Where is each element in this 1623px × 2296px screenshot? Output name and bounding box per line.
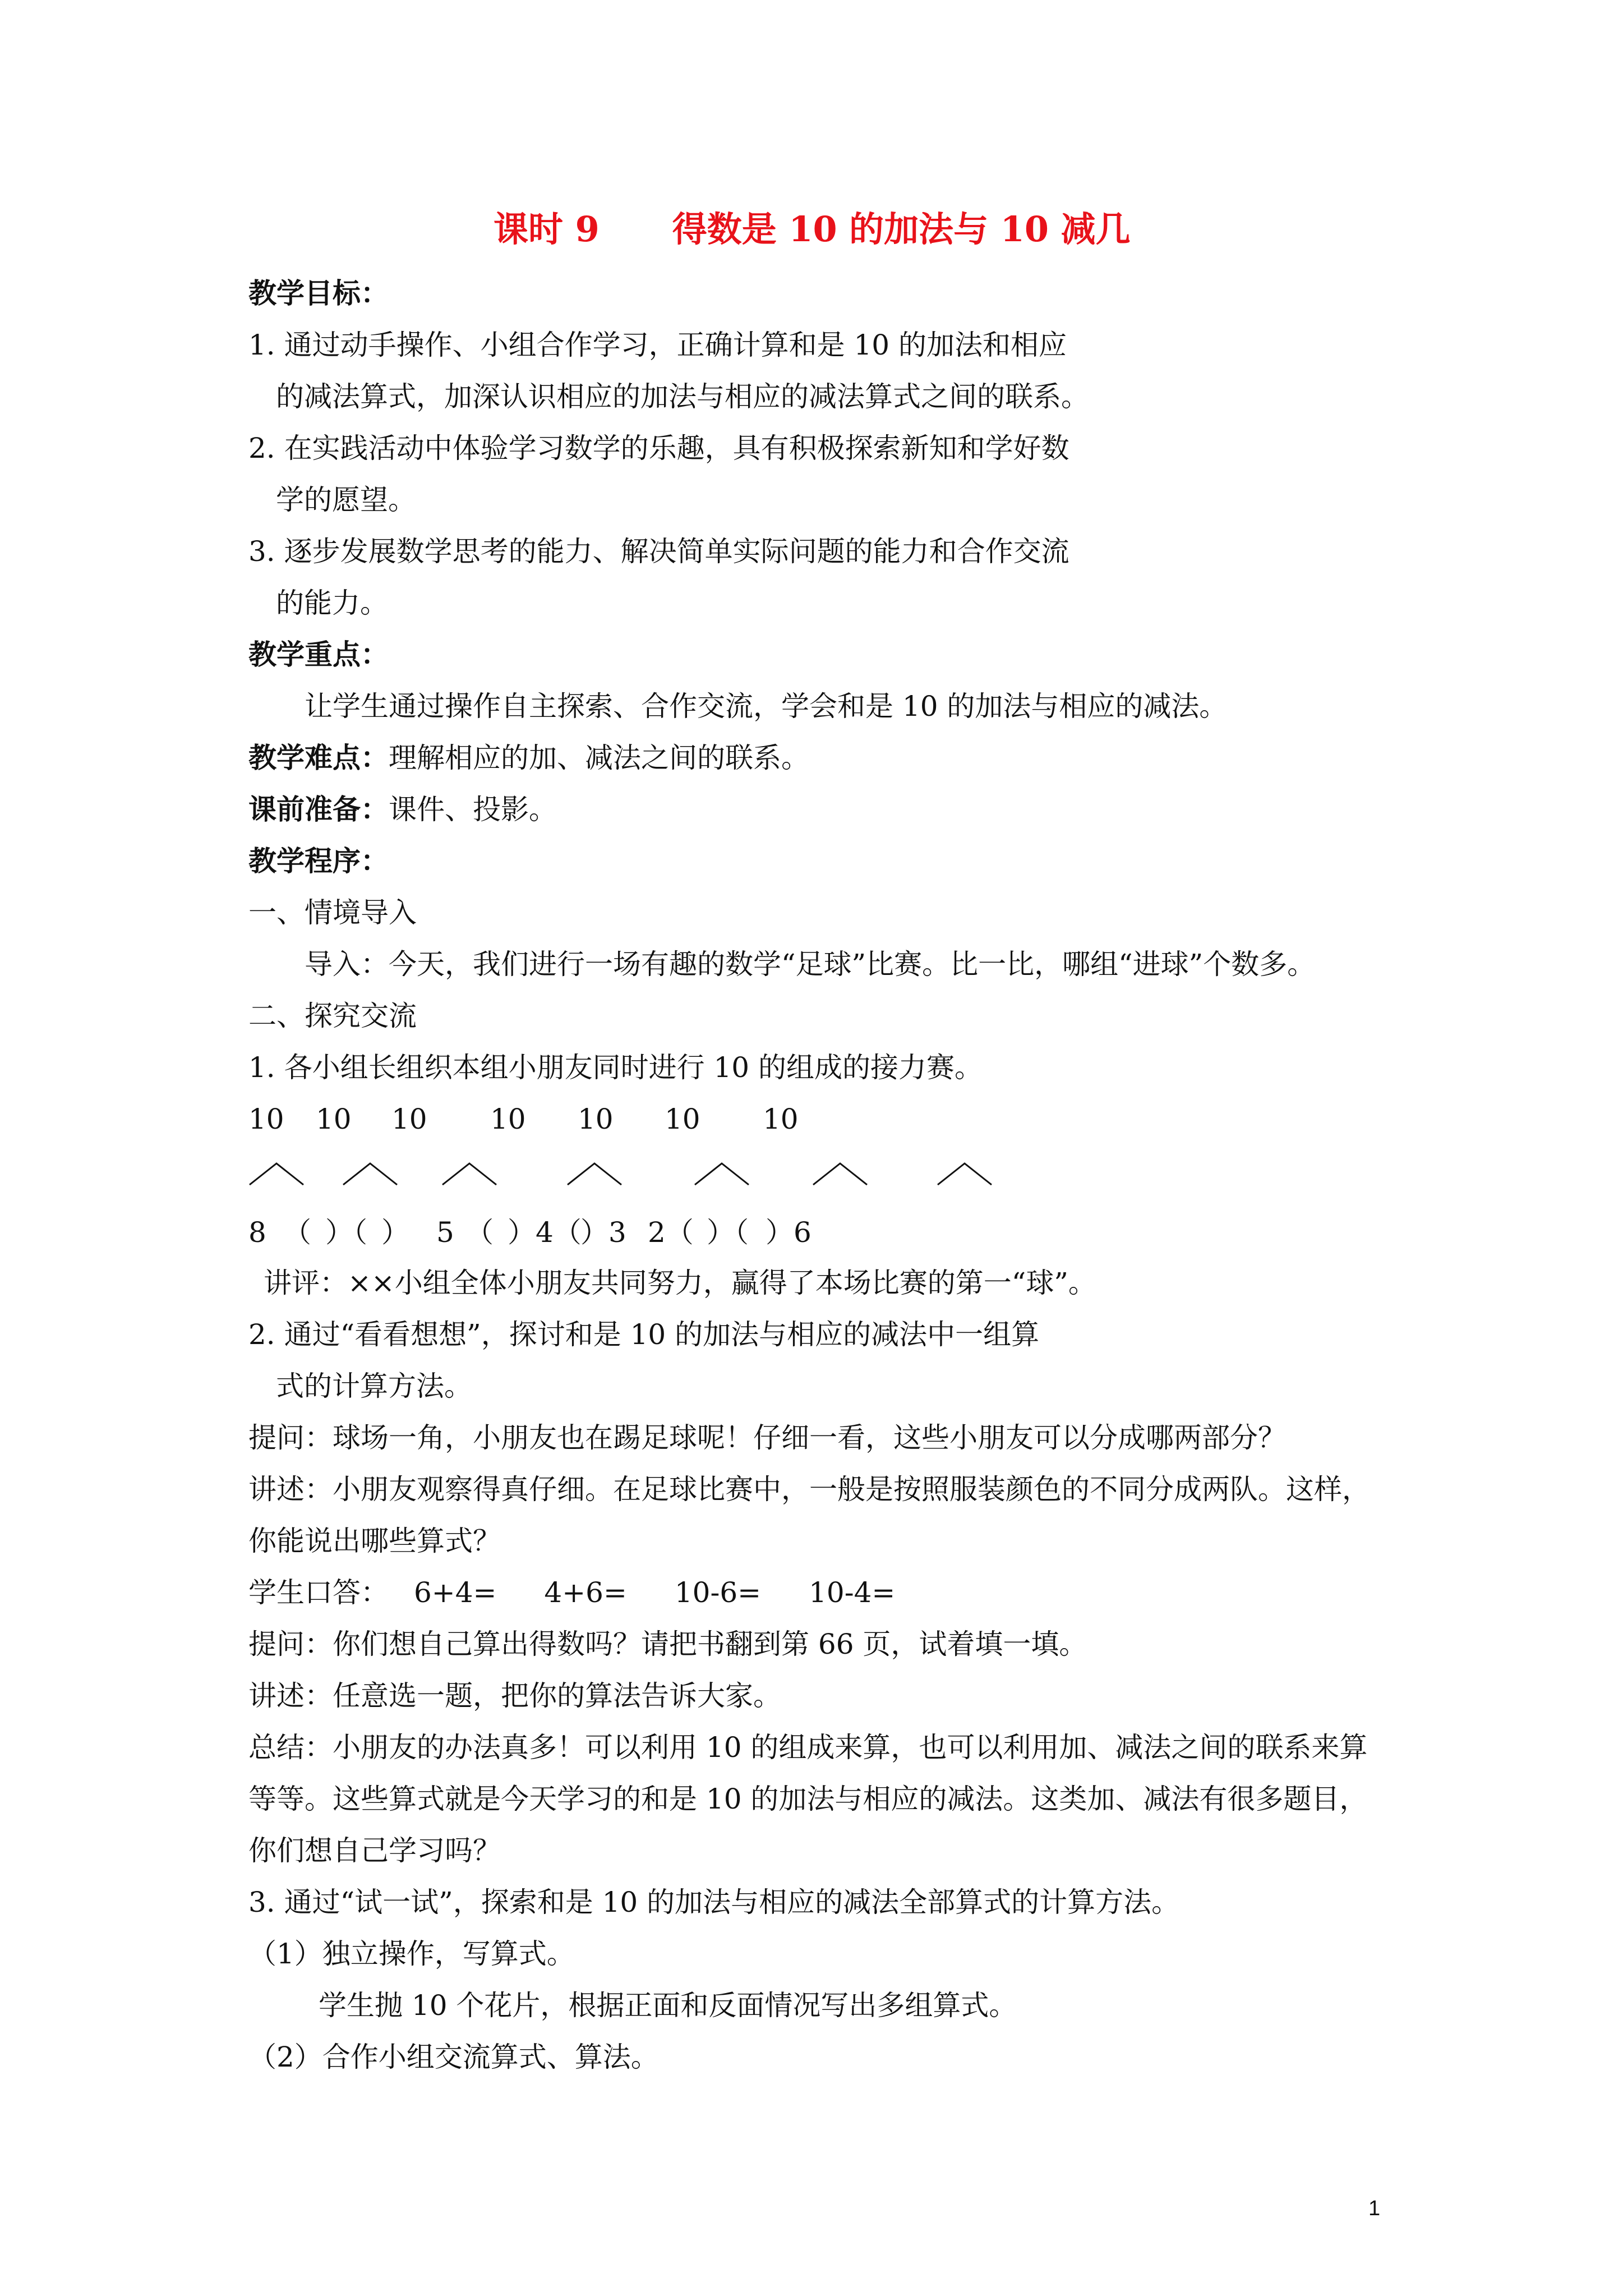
ten-1: 10 bbox=[248, 1103, 284, 1135]
key-points-heading: 教学重点： bbox=[248, 638, 389, 671]
part-5: 5 bbox=[436, 1216, 454, 1249]
section-1-title: 一、情境导入 bbox=[248, 896, 417, 929]
difficulty-label: 教学难点： bbox=[248, 741, 389, 774]
part-6: （ bbox=[465, 1216, 494, 1249]
ten-2: 10 bbox=[316, 1103, 352, 1135]
summary-line1: 总结：小朋友的办法真多！可以利用 10 的组成来算，也可以利用加、减法之间的联系来算 bbox=[248, 1731, 1368, 1764]
step-1-text: 1. 各小组长组织本组小朋友同时进行 10 的组成的接力赛。 bbox=[248, 1051, 983, 1084]
goals-heading: 教学目标： bbox=[248, 277, 389, 310]
prep-text: 课件、投影。 bbox=[389, 793, 557, 826]
statement-2: 讲述：任意选一题，把你的算法告诉大家。 bbox=[248, 1680, 781, 1712]
sub-step-1: （1）独立操作，写算式。 bbox=[248, 1938, 575, 1970]
equation-1: 6+4= bbox=[414, 1576, 497, 1609]
prep-label: 课前准备： bbox=[248, 793, 389, 826]
part-11: ）6 bbox=[766, 1216, 811, 1249]
prep-row bbox=[248, 793, 557, 826]
ten-3: 10 bbox=[391, 1103, 427, 1135]
part-1: 8 bbox=[248, 1216, 266, 1249]
part-7: ）4（ bbox=[508, 1216, 582, 1249]
goal-2-line1: 2. 在实践活动中体验学习数学的乐趣，具有积极探索新知和学好数 bbox=[248, 432, 1069, 464]
lesson-topic: 得数是 10 的加法与 10 减几 bbox=[672, 209, 1131, 250]
part-8: ）3 bbox=[580, 1216, 626, 1249]
branch-caret-7 bbox=[937, 1161, 993, 1186]
branch-caret-2 bbox=[342, 1161, 398, 1186]
goal-3-line2: 的能力。 bbox=[276, 587, 388, 619]
step-3-text: 3. 通过“试一试”，探索和是 10 的加法与相应的减法全部算式的计算方法。 bbox=[248, 1886, 1180, 1918]
comment-text: 讲评：××小组全体小朋友共同努力，赢得了本场比赛的第一“球”。 bbox=[264, 1267, 1096, 1299]
sub-step-1-text: 学生抛 10 个花片，根据正面和反面情况写出多组算式。 bbox=[319, 1989, 1017, 2022]
branch-caret-1 bbox=[248, 1161, 305, 1186]
difficulty-row bbox=[248, 741, 809, 774]
question-2: 提问：你们想自己算出得数吗？请把书翻到第 66 页，试着填一填。 bbox=[248, 1628, 1087, 1660]
goal-1-line1: 1. 通过动手操作、小组合作学习，正确计算和是 10 的加法和相应 bbox=[248, 329, 1067, 361]
summary-line3: 你们想自己学习吗？ bbox=[248, 1834, 501, 1867]
branch-caret-4 bbox=[566, 1161, 623, 1186]
part-2: （ bbox=[283, 1216, 311, 1249]
page-title bbox=[494, 209, 1131, 250]
equation-3: 10-6= bbox=[674, 1576, 762, 1609]
ten-6: 10 bbox=[665, 1103, 700, 1135]
statement-1-line2: 你能说出哪些算式？ bbox=[248, 1525, 501, 1557]
lesson-number: 课时 9 bbox=[494, 209, 600, 250]
branch-caret-6 bbox=[812, 1161, 868, 1186]
sub-step-2: （2）合作小组交流算式、算法。 bbox=[248, 2041, 659, 2073]
ten-5: 10 bbox=[578, 1103, 614, 1135]
page-number: 1 bbox=[1368, 2197, 1381, 2220]
key-points-text: 让学生通过操作自主探索、合作交流，学会和是 10 的加法与相应的减法。 bbox=[305, 690, 1228, 723]
goal-2-line2: 学的愿望。 bbox=[276, 484, 416, 516]
answers-row bbox=[248, 1576, 896, 1609]
part-10: ）（ bbox=[707, 1216, 749, 1249]
goal-1-line2: 的减法算式，加深认识相应的加法与相应的减法算式之间的联系。 bbox=[276, 380, 1089, 413]
branch-caret-5 bbox=[694, 1161, 750, 1186]
part-3: ）（ bbox=[325, 1216, 367, 1249]
procedure-heading: 教学程序： bbox=[248, 844, 389, 877]
section-1-text: 导入：今天，我们进行一场有趣的数学“足球”比赛。比一比，哪组“进球”个数多。 bbox=[305, 948, 1316, 981]
equation-2: 4+6= bbox=[544, 1576, 627, 1609]
section-2-title: 二、探究交流 bbox=[248, 1000, 417, 1032]
answers-label: 学生口答： bbox=[248, 1576, 389, 1609]
goal-3-line1: 3. 逐步发展数学思考的能力、解决简单实际问题的能力和合作交流 bbox=[248, 535, 1069, 568]
branch-caret-3 bbox=[441, 1161, 497, 1186]
question-1: 提问：球场一角，小朋友也在踢足球呢！仔细一看，这些小朋友可以分成哪两部分？ bbox=[248, 1421, 1286, 1454]
part-4: ） bbox=[381, 1216, 409, 1249]
ten-7: 10 bbox=[763, 1103, 799, 1135]
ten-4: 10 bbox=[490, 1103, 526, 1135]
summary-line2: 等等。这些算式就是今天学习的和是 10 的加法与相应的减法。这类加、减法有很多题目， bbox=[248, 1783, 1368, 1815]
equation-4: 10-4= bbox=[809, 1576, 896, 1609]
statement-1-line1: 讲述：小朋友观察得真仔细。在足球比赛中，一般是按照服装颜色的不同分成两队。这样， bbox=[248, 1473, 1370, 1506]
step-2-line2: 式的计算方法。 bbox=[276, 1370, 472, 1402]
step-2-line1: 2. 通过“看看想想”，探讨和是 10 的加法与相应的减法中一组算 bbox=[248, 1318, 1040, 1351]
difficulty-text: 理解相应的加、减法之间的联系。 bbox=[389, 742, 809, 774]
part-9: 2（ bbox=[648, 1216, 694, 1249]
